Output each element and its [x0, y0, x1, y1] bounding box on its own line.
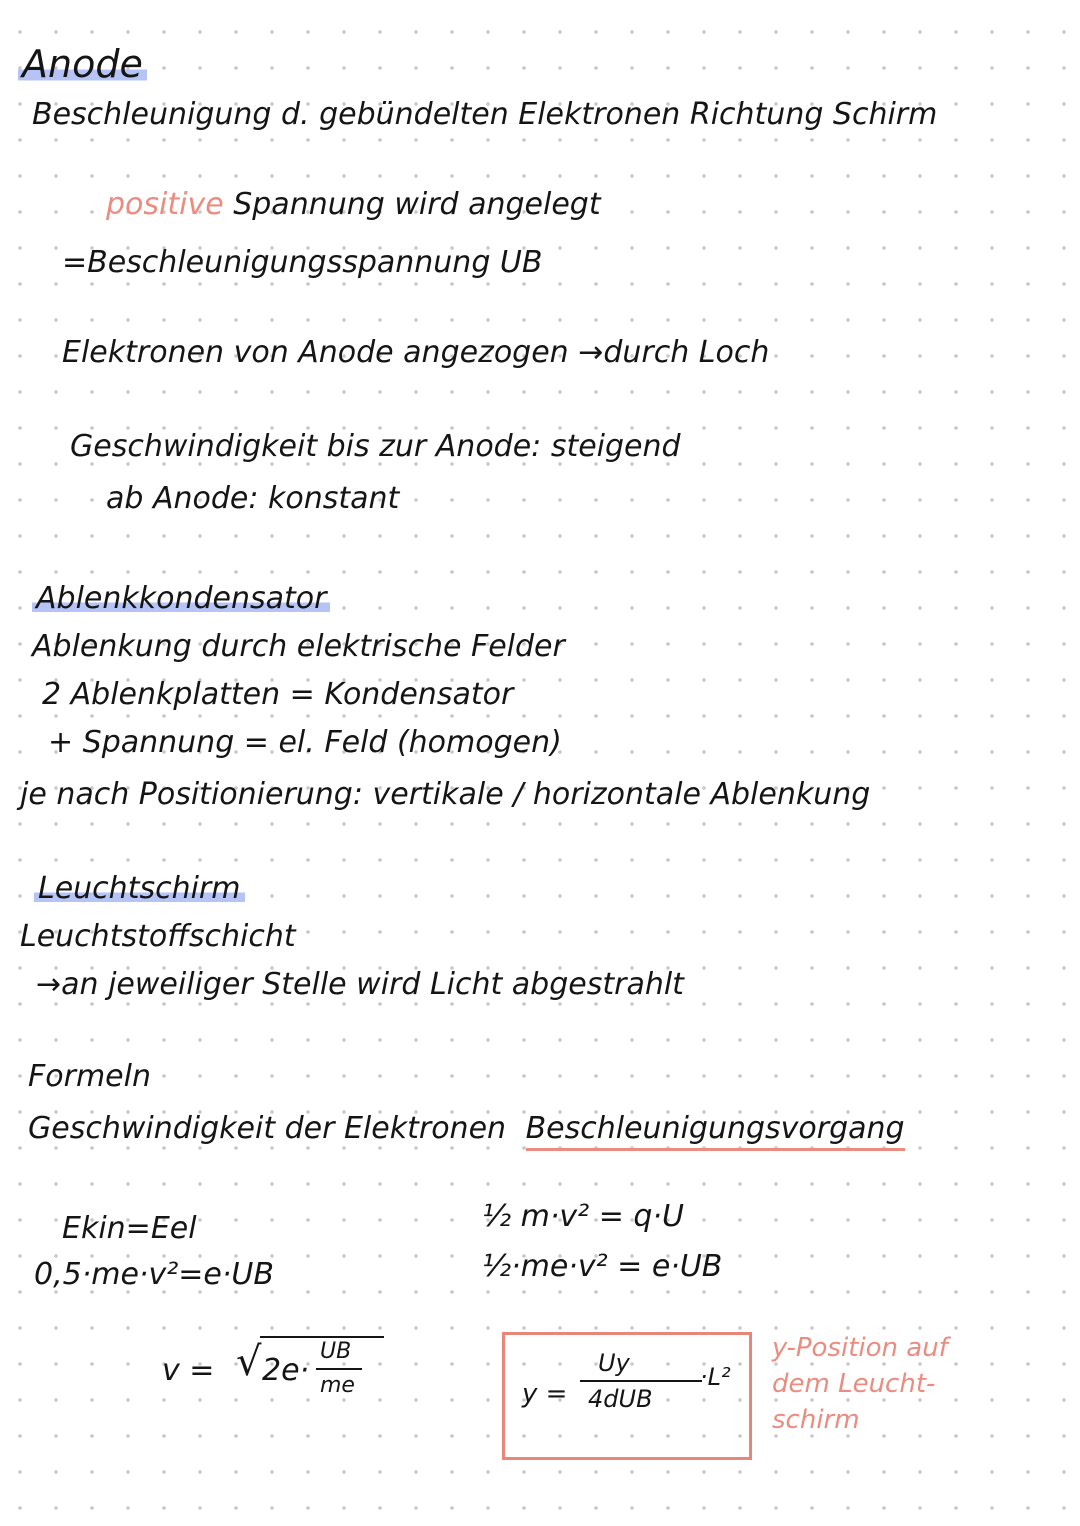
ablenk-line-2: 2 Ablenkplatten = Kondensator: [42, 677, 514, 712]
sqrt-icon: √: [236, 1339, 262, 1385]
schirm-line-1: Leuchtstoffschicht: [20, 919, 296, 954]
anode-line-2: [106, 188, 601, 221]
positive-word: positive: [106, 187, 224, 222]
box-y-lhs: y =: [522, 1379, 568, 1409]
formeln-heading: Formeln: [28, 1059, 151, 1094]
box-denominator: 4dUB: [588, 1385, 653, 1413]
schirm-line-2: →an jeweiliger Stelle wird Licht abgestrahlt: [36, 967, 684, 1002]
formula-ekin: Ekin=Eel: [62, 1211, 197, 1246]
sqrt-bar: [260, 1336, 384, 1338]
anode-line-2-rest: Spannung wird angelegt: [233, 187, 601, 222]
position-note-line-2: dem Leucht-: [772, 1369, 936, 1399]
box-l-squared: ·L²: [700, 1363, 731, 1391]
position-note-line-1: y-Position auf: [772, 1333, 948, 1363]
formula-half-me-ub: ½·me·v² = e·UB: [482, 1249, 723, 1284]
ablenk-heading: Ablenkkondensator: [32, 582, 330, 615]
acceleration-process-label: Beschleunigungsvorgang: [526, 1111, 905, 1151]
anode-line-4: Elektronen von Anode angezogen →durch Loch: [62, 335, 770, 370]
formula-half-m: ½ m·v² = q·U: [482, 1199, 684, 1234]
ablenk-line-1: Ablenkung durch elektrische Felder: [32, 629, 565, 664]
formula-v-lhs: v =: [162, 1353, 215, 1388]
ablenk-line-3: + Spannung = el. Feld (homogen): [48, 725, 562, 760]
velocity-label: Geschwindigkeit der Elektronen: [28, 1111, 507, 1146]
anode-heading: Anode: [18, 44, 147, 86]
anode-line-5: Geschwindigkeit bis zur Anode: steigend: [70, 429, 681, 464]
formula-v-fraction-line: [316, 1368, 362, 1370]
box-fraction-line: [580, 1380, 702, 1382]
box-numerator: Uy: [598, 1349, 630, 1377]
schirm-heading: Leuchtschirm: [34, 872, 245, 905]
position-note-line-3: schirm: [772, 1405, 860, 1435]
formula-v-root: 2e·: [262, 1353, 310, 1388]
formula-half-me: 0,5·me·v²=e·UB: [34, 1257, 274, 1292]
anode-line-6: ab Anode: konstant: [106, 481, 400, 516]
anode-line-3: =Beschleunigungsspannung UB: [62, 245, 543, 280]
ablenk-line-4: je nach Positionierung: vertikale / horizontale Ablenkung: [20, 777, 871, 812]
formula-v-den: me: [320, 1373, 355, 1398]
formula-v-num: UB: [320, 1339, 352, 1364]
formeln-line-1: [28, 1112, 905, 1145]
anode-line-1: Beschleunigung d. gebündelten Elektronen Richtung Schirm: [32, 97, 938, 132]
